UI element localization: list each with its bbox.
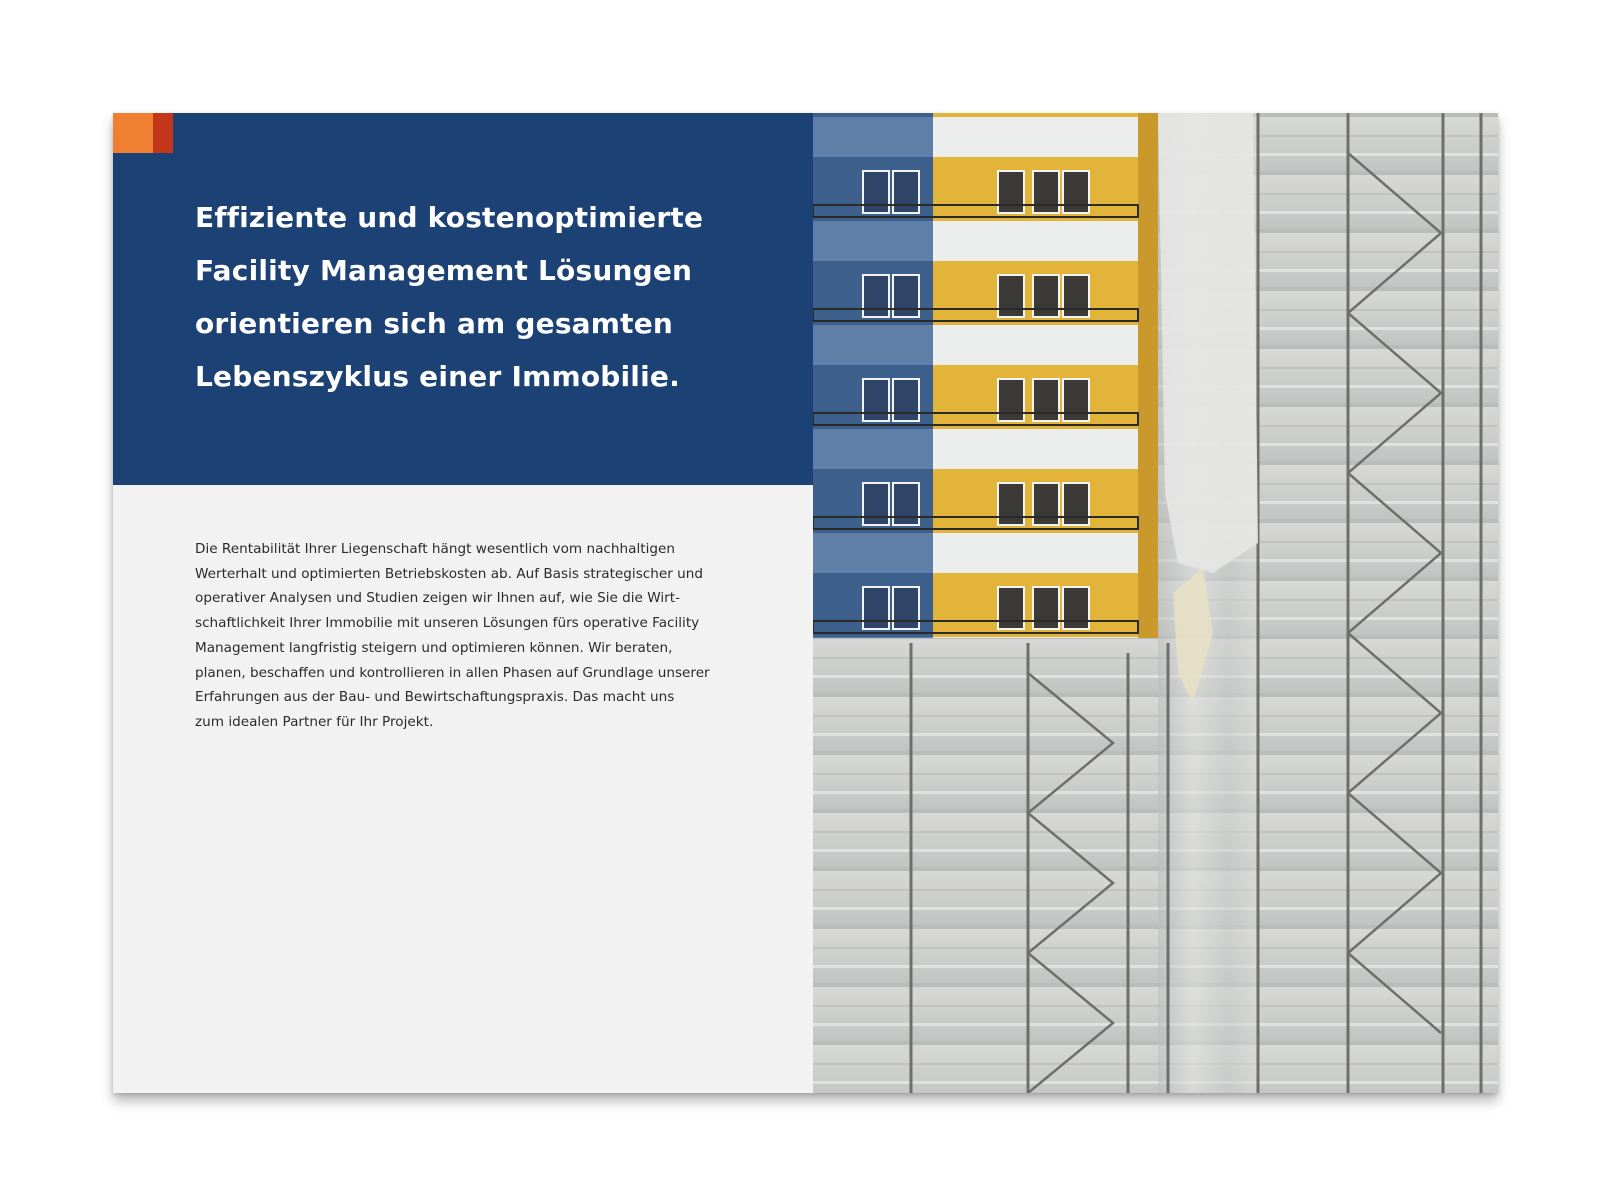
facade-window [1033, 483, 1059, 525]
facade-window [1033, 275, 1059, 317]
facade-window [863, 275, 889, 317]
facade-slab [813, 221, 933, 261]
facade-window [893, 379, 919, 421]
building-photo-illustration [813, 113, 1498, 1093]
body-line: Die Rentabilität Ihrer Liegenschaft hängt wesentlich vom nachhaltigen [195, 541, 675, 557]
loose-tarp-flap [1158, 113, 1258, 573]
facade-window [893, 483, 919, 525]
facade-window [863, 483, 889, 525]
headline-block [113, 113, 813, 485]
facade-window [863, 587, 889, 629]
facade-window [893, 171, 919, 213]
body-paragraph [195, 537, 755, 735]
facade-window [998, 483, 1024, 525]
facade-window [998, 275, 1024, 317]
facade-slab [933, 325, 1138, 365]
facade-window [893, 587, 919, 629]
body-line: Werterhalt und optimierten Betriebskosten ab. Auf Basis strategischer und [195, 565, 703, 582]
tarp-lower [813, 638, 1193, 1093]
facade-window [1033, 587, 1059, 629]
facade-window [863, 171, 889, 213]
headline-line: Effiziente und kostenoptimierte [195, 201, 704, 234]
body-line: operativer Analysen und Studien zeigen wir Ihnen auf, wie Sie die Wirt- [195, 590, 680, 607]
facade-slab [813, 429, 933, 469]
facade-slab [933, 533, 1138, 573]
facade-slab [813, 117, 933, 157]
facade-window [1063, 379, 1089, 421]
facade-slab [813, 533, 933, 573]
facade-window [1063, 171, 1089, 213]
facade-window [998, 171, 1024, 213]
facade-window [1063, 587, 1089, 629]
body-line: zum idealen Partner für Ihr Projekt. [195, 713, 434, 730]
facade-window [1063, 275, 1089, 317]
facade-window [1033, 379, 1059, 421]
headline-line: Lebenszyklus einer Immobilie. [195, 360, 680, 393]
facade-slab [933, 117, 1138, 157]
facade-window [1063, 483, 1089, 525]
facade-slab [813, 325, 933, 365]
facade-slab [933, 221, 1138, 261]
corner-accent-orange [113, 113, 153, 153]
left-page [113, 113, 813, 1093]
facade-window [863, 379, 889, 421]
headline-line: orientieren sich am gesamten [195, 307, 674, 340]
body-line: Management langfristig steigern und optimieren können. Wir beraten, [195, 639, 673, 656]
body-line: Erfahrungen aus der Bau- und Bewirtschaftungspraxis. Das macht uns [195, 689, 675, 706]
corner-accent-red [153, 113, 173, 153]
body-line: planen, beschaffen und kontrollieren in allen Phasen auf Grundlage unserer [195, 664, 710, 681]
facade-window [893, 275, 919, 317]
facade-side [1138, 113, 1160, 643]
headline-line: Facility Management Lösungen [195, 254, 693, 287]
building-photo [813, 113, 1498, 1093]
facade-window [998, 587, 1024, 629]
body-line: schaftlichkeit Ihrer Immobilie mit unseren Lösungen fürs operative Facility [195, 615, 700, 632]
facade-window [998, 379, 1024, 421]
brochure-spread [113, 113, 1498, 1093]
headline [195, 191, 795, 403]
facade-window [1033, 171, 1059, 213]
facade-slab [933, 429, 1138, 469]
